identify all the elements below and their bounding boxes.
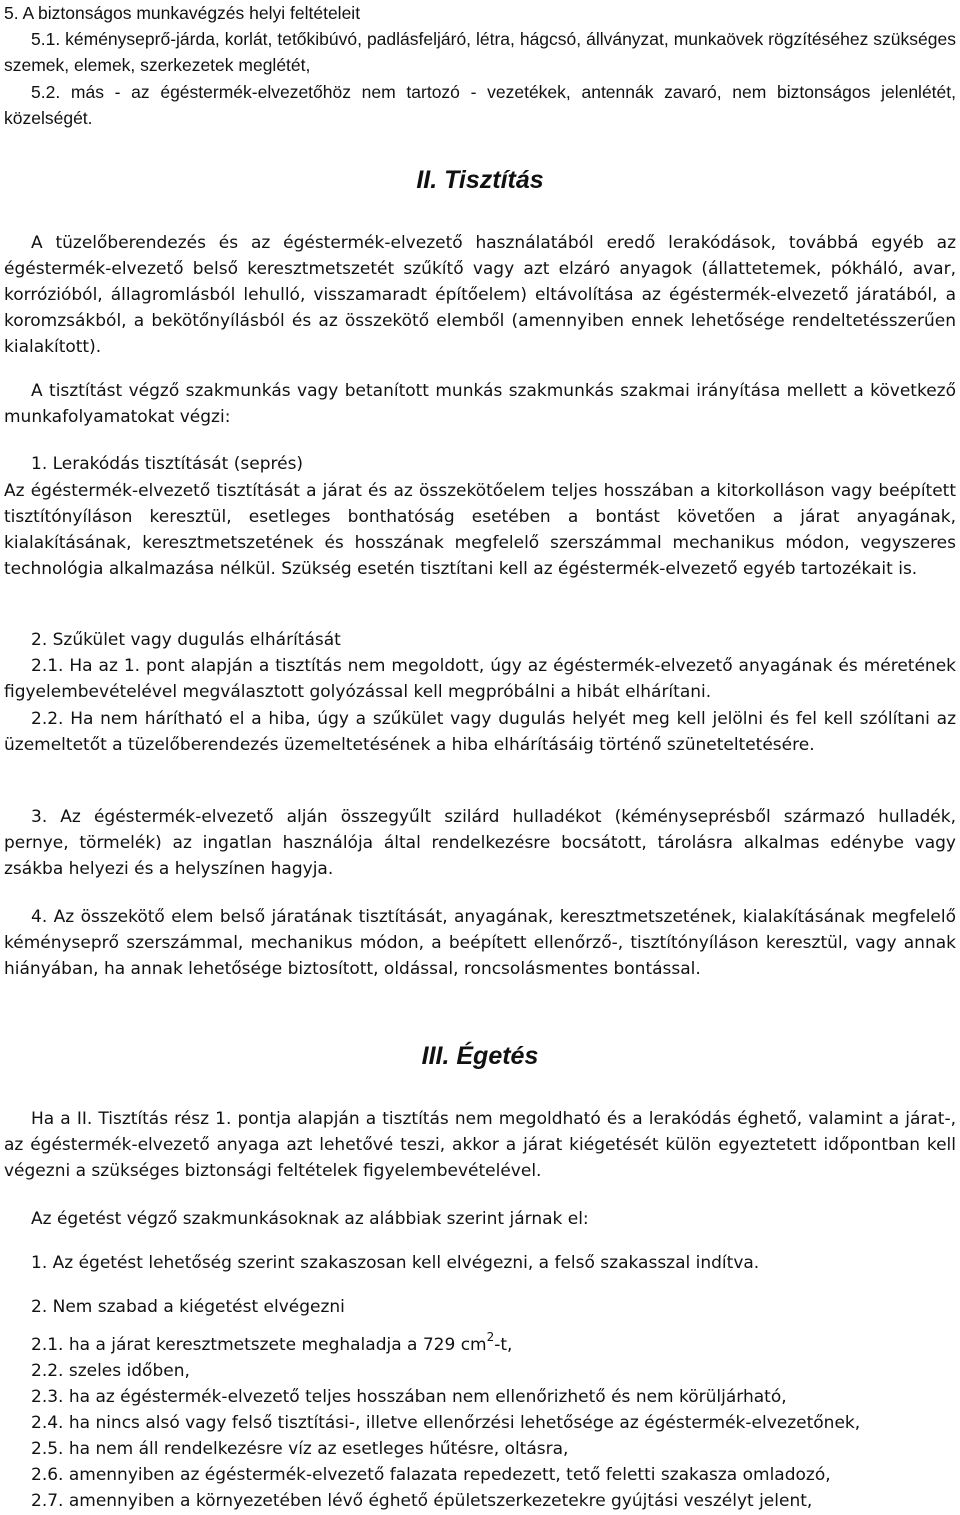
section-II-point-1-text: Az égéstermék-elvezető tisztítását a járat és az összekötőelem teljes hosszában a kitorkolláson vagy beépített tisztítónyíláson keresztül, esetleges bonthatóság esetében a bontást követően a járat anyagának, kialakításának, keresztmetszetének és hosszának megfelelő szerszámmal mechanikus módon, vegyszeres technológia alkalmazása nélkül. Szükség esetén tisztítani kell az égéstermék-elvezető egyéb tartozékait is. <box>4 481 956 579</box>
section-III-point-2-6: 2.6. amennyiben az égéstermék-elvezető falazata repedezett, tető feletti szakasza omladozó, <box>31 1465 831 1485</box>
section-III-point-2-title: 2. Nem szabad a kiégetést elvégezni <box>31 1297 345 1317</box>
section-III-heading: III. Égetés <box>421 1042 539 1070</box>
section-5-title: 5. A biztonságos munkavégzés helyi feltételeit <box>4 3 361 23</box>
section-5-1: 5.1. kéményseprő-járda, korlát, tetőkibúvó, padlásfeljáró, létra, hágcsó, állványzat, munkaövek rögzítéséhez szükséges szemek, elemek, szerkezetek meglétét, <box>4 29 956 75</box>
section-II-intro: A tüzelőberendezés és az égéstermék-elvezető használatából eredő lerakódások, továbbá egyéb az égéstermék-elvezető belső keresztmetszetét szűkítő vagy azt elzáró anyagok (állattetemek, pókháló, avar, korrózióból, állagromlásból lehulló, visszamaradt építőelem) eltávolítása az égéstermék-elvezető járatából, a koromzsákból, a bekötőnyílásból és az összekötő elemből (amennyiben ennek lehetősége rendeltetésszerűen kialakított). <box>4 233 956 357</box>
section-II-intro-2: A tisztítást végző szakmunkás vagy betanított munkás szakmunkás szakmai irányítása mellett a következő munkafolyamatokat végzi: <box>4 381 956 427</box>
section-III-intro: Ha a II. Tisztítás rész 1. pontja alapján a tisztítás nem megoldható és a lerakódás éghető, valamint a járat-, az égéstermék-elvezető anyaga azt lehetővé teszi, akkor a járat kiégetését külön egyeztetett időpontban kell végezni a szükséges biztonsági feltételek figyelembevételével. <box>4 1109 956 1181</box>
section-III-intro-2: Az égetést végző szakmunkásoknak az alábbiak szerint járnak el: <box>31 1209 589 1229</box>
section-II-point-4: 4. Az összekötő elem belső járatának tisztítását, anyagának, keresztmetszetének, kialakításának megfelelő kéményseprő szerszámmal, mechanikus módon, a beépített ellenőrző-, tisztítónyíláson keresztül, vagy annak hiányában, ha annak lehetősége biztosított, oldással, roncsolásmentes bontással. <box>4 907 956 979</box>
section-5-2: 5.2. más - az égéstermék-elvezetőhöz nem tartozó - vezetékek, antennák zavaró, nem biztonságos jelenlétét, közelségét. <box>4 82 956 128</box>
section-III-point-2-7: 2.7. amennyiben a környezetében lévő éghető épületszerkezetekre gyújtási veszélyt jelent, <box>31 1491 813 1511</box>
section-III-point-2-2: 2.2. szeles időben, <box>31 1361 190 1381</box>
section-II-point-2-2: 2.2. Ha nem hárítható el a hiba, úgy a szűkület vagy dugulás helyét meg kell jelölni és fel kell szólítani az üzemeltetőt a tüzelőberendezés üzemeltetésének a hiba elhárításáig történő szüneteltetésére. <box>4 709 956 755</box>
section-III-point-1: 1. Az égetést lehetőség szerint szakaszosan kell elvégezni, a felső szakasszal indítva. <box>31 1253 760 1273</box>
section-III-point-2-3: 2.3. ha az égéstermék-elvezető teljes hosszában nem ellenőrizhető és nem körüljárható, <box>31 1387 787 1407</box>
section-III-point-2-1 <box>4 1332 956 1358</box>
section-III-point-2-5: 2.5. ha nem áll rendelkezésre víz az esetleges hűtésre, oltásra, <box>31 1439 569 1459</box>
point-2-1-suffix: -t, <box>494 1335 513 1355</box>
section-II-point-1-title: 1. Lerakódás tisztítását (seprés) <box>31 454 304 474</box>
section-II-point-3: 3. Az égéstermék-elvezető alján összegyűlt szilárd hulladékot (kéményseprésből származó hulladék, pernye, törmelék) az ingatlan használója által rendelkezésre bocsátott, tárolásra alkalmas edénybe vagy zsákba helyezi és a helyszínen hagyja. <box>4 807 956 879</box>
point-2-1-text: 2.1. ha a járat keresztmetszete meghaladja a 729 cm <box>31 1335 487 1355</box>
superscript-2: 2 <box>486 1330 495 1344</box>
section-II-point-2-title: 2. Szűkület vagy dugulás elhárítását <box>31 630 341 650</box>
section-III-point-2-4: 2.4. ha nincs alsó vagy felső tisztítási-, illetve ellenőrzési lehetősége az égéstermék-elvezetőnek, <box>31 1413 861 1433</box>
section-II-heading: II. Tisztítás <box>416 166 544 194</box>
section-II-point-2-1: 2.1. Ha az 1. pont alapján a tisztítás nem megoldott, úgy az égéstermék-elvezető anyagának és méretének figyelembevételével megválasztott golyózással kell megpróbálni a hibát elhárítani. <box>4 656 956 702</box>
